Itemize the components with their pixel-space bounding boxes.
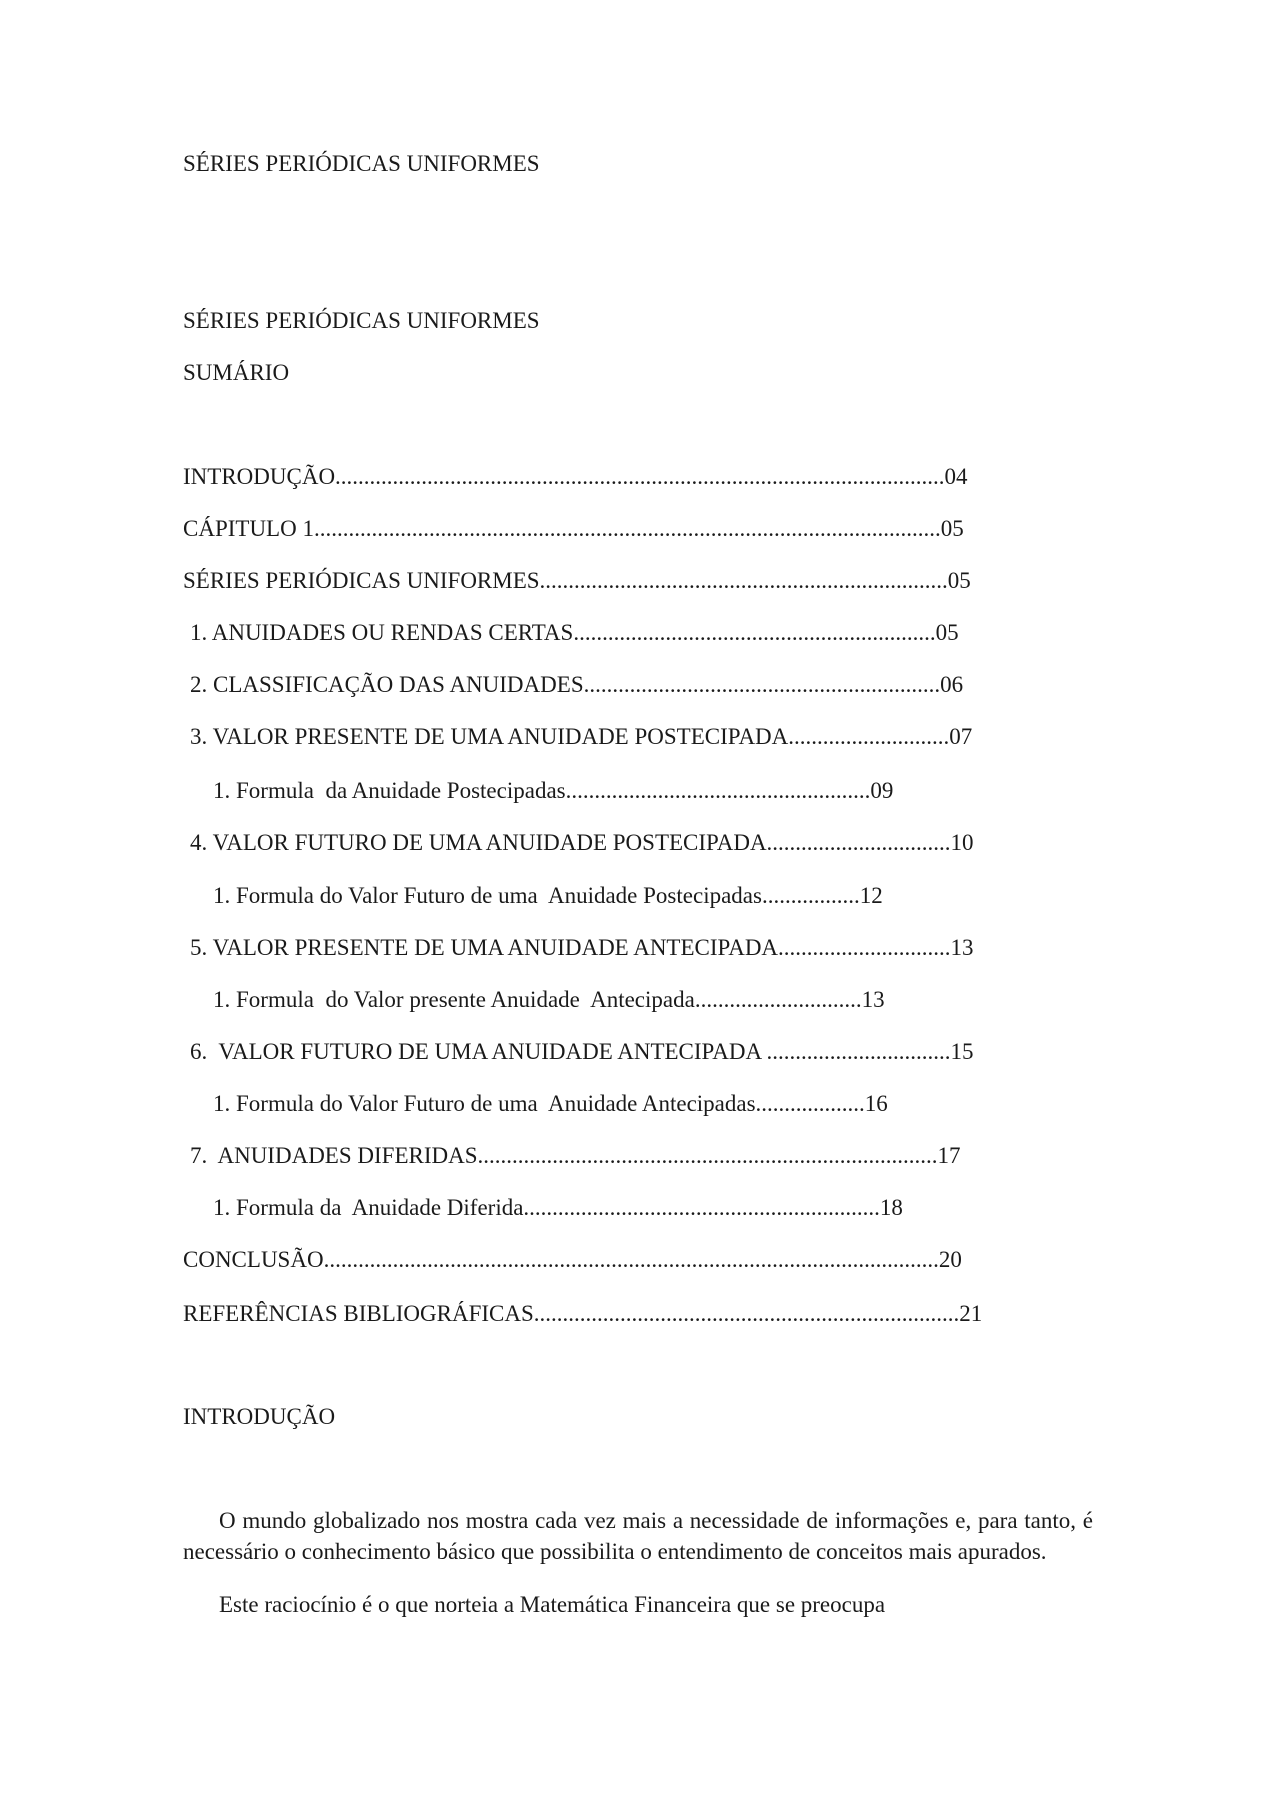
toc-entry[interactable]: 5. VALOR PRESENTE DE UMA ANUIDADE ANTECIPADA..............................13 — [190, 935, 974, 960]
toc-entry[interactable]: CÁPITULO 1.............................................................................................................05 — [183, 516, 964, 541]
toc-entry[interactable]: 4. VALOR FUTURO DE UMA ANUIDADE POSTECIPADA................................10 — [190, 830, 974, 855]
toc-entry[interactable]: REFERÊNCIAS BIBLIOGRÁFICAS..........................................................................21 — [183, 1301, 983, 1326]
toc-subentry[interactable]: 1. Formula do Valor Futuro de uma Anuidade Antecipadas...................16 — [213, 1091, 888, 1116]
intro-paragraph — [183, 1505, 1093, 1567]
intro-heading: INTRODUÇÃO — [183, 1404, 336, 1429]
toc-entry[interactable]: INTRODUÇÃO..........................................................................................................04 — [183, 464, 968, 489]
toc-entry[interactable]: CONCLUSÃO...........................................................................................................20 — [183, 1247, 962, 1272]
toc-subentry[interactable]: 1. Formula da Anuidade Diferida..............................................................18 — [213, 1195, 903, 1220]
paragraph-text: Este raciocínio é o que norteia a Matemática Financeira que se preocupa — [219, 1592, 886, 1617]
document-title: SÉRIES PERIÓDICAS UNIFORMES — [183, 308, 540, 333]
header-title: SÉRIES PERIÓDICAS UNIFORMES — [183, 151, 540, 176]
toc-entry[interactable]: 7. ANUIDADES DIFERIDAS................................................................................17 — [190, 1143, 961, 1168]
toc-entry[interactable]: 6. VALOR FUTURO DE UMA ANUIDADE ANTECIPADA ................................15 — [190, 1039, 974, 1064]
toc-entry[interactable]: SÉRIES PERIÓDICAS UNIFORMES.......................................................................05 — [183, 568, 971, 593]
toc-subentry[interactable]: 1. Formula do Valor Futuro de uma Anuidade Postecipadas.................12 — [213, 883, 883, 908]
toc-entry[interactable]: 3. VALOR PRESENTE DE UMA ANUIDADE POSTECIPADA............................07 — [190, 724, 973, 749]
toc-subentry[interactable]: 1. Formula da Anuidade Postecipadas.....................................................09 — [213, 778, 894, 803]
toc-subentry[interactable]: 1. Formula do Valor presente Anuidade Antecipada.............................13 — [213, 987, 885, 1012]
toc-entry[interactable]: 2. CLASSIFICAÇÃO DAS ANUIDADES..............................................................06 — [190, 672, 964, 697]
summary-heading: SUMÁRIO — [183, 360, 290, 385]
intro-paragraph — [183, 1589, 1093, 1620]
toc-entry[interactable]: 1. ANUIDADES OU RENDAS CERTAS...............................................................05 — [190, 620, 959, 645]
paragraph-text: O mundo globalizado nos mostra cada vez mais a necessidade de informações e, para tanto, é necessário o conhecimento básico que possibilita o entendimento de conceitos mais apurados. — [183, 1508, 1093, 1564]
